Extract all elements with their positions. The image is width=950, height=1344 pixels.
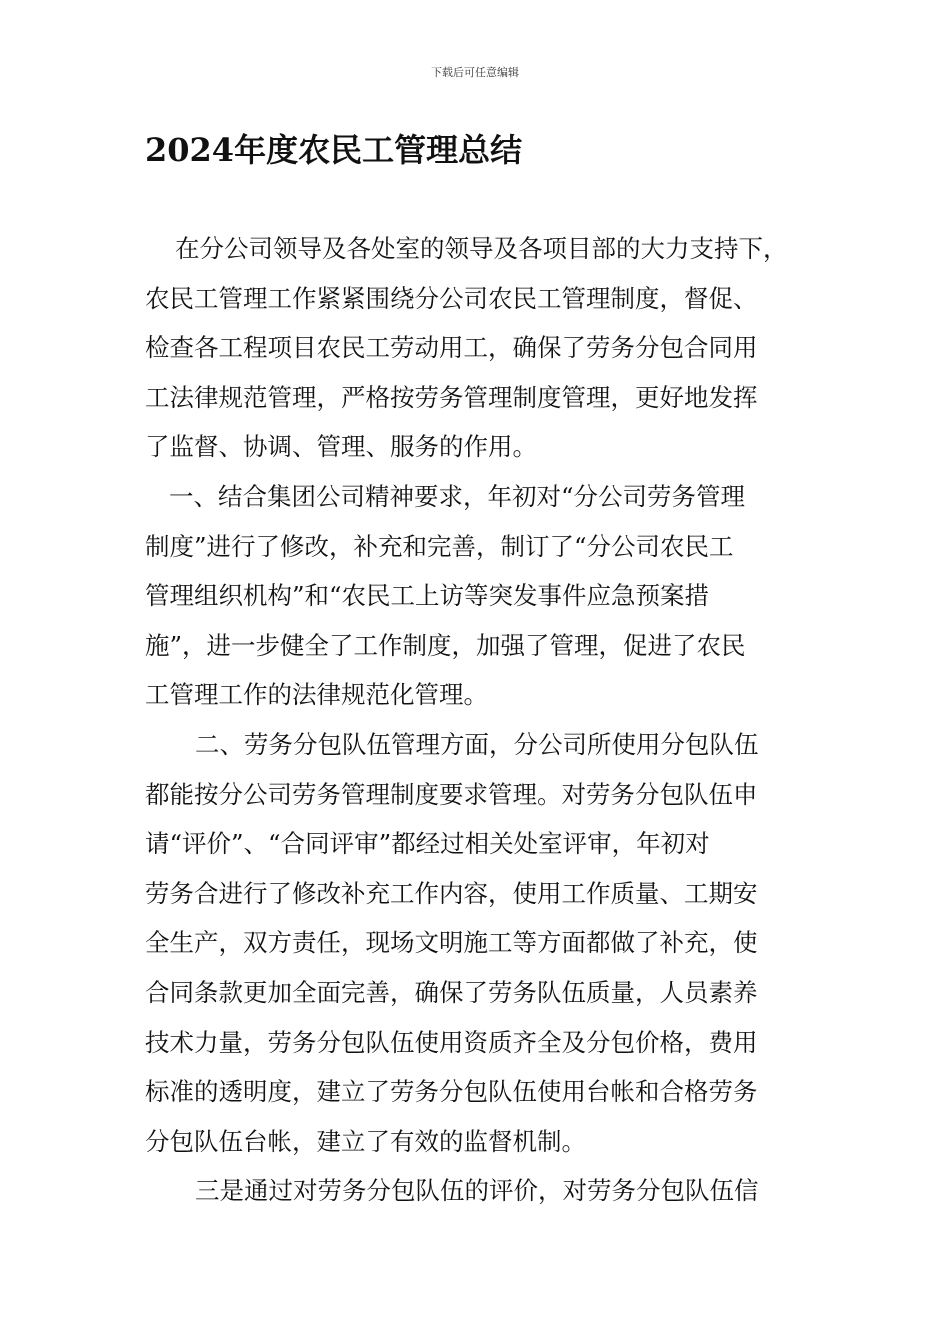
paragraph-intro-line: 农民工管理工作紧紧围绕分公司农民工管理制度，督促、 [145,283,758,313]
paragraph-intro-line: 在分公司领导及各处室的领导及各项目部的大力支持下， [175,234,788,263]
paragraph-intro-line: 了监督、协调、管理、服务的作用。 [145,432,537,462]
paragraph-section-2-line: 二、劳务分包队伍管理方面，分公司所使用分包队伍 [195,729,759,759]
paragraph-section-2-line: 合同条款更加全面完善，确保了劳务队伍质量，人员素养 [145,977,758,1007]
paragraph-section-1-line: 施”，进一步健全了工作制度，加强了管理，促进了农民 [145,630,746,660]
paragraph-section-2-line: 标准的透明度，建立了劳务分包队伍使用台帐和合格劳务 [145,1077,758,1107]
document-title: 2024年度农民工管理总结 [145,131,523,169]
paragraph-section-2-line: 请“评价”、“合同评审”都经过相关处室评审，年初对 [145,829,710,859]
paragraph-section-1-line: 管理组织机构”和“农民工上访等突发事件应急预案措 [145,581,710,611]
paragraph-section-3-line: 三是通过对劳务分包队伍的评价，对劳务分包队伍信 [195,1176,759,1206]
paragraph-intro-line: 工法律规范管理，严格按劳务管理制度管理，更好地发挥 [145,382,758,412]
document-body [145,224,835,1216]
paragraph-section-2-line: 技术力量，劳务分包队伍使用资质齐全及分包价格，费用 [145,1027,758,1057]
paragraph-section-1-line: 一、结合集团公司精神要求，年初对“分公司劳务管理 [169,481,746,511]
paragraph-section-2-line: 劳务合进行了修改补充工作内容，使用工作质量、工期安 [145,878,758,908]
paragraph-section-1-line: 工管理工作的法律规范化管理。 [145,680,488,710]
paragraph-section-2-line: 分包队伍台帐，建立了有效的监督机制。 [145,1126,586,1156]
paragraph-section-1-line: 制度”进行了修改，补充和完善，制订了“分公司农民工 [145,531,734,561]
paragraph-section-2-line: 全生产，双方责任，现场文明施工等方面都做了补充，使 [145,928,758,958]
page-header-note: 下载后可任意编辑 [431,66,519,79]
paragraph-section-2-line: 都能按分公司劳务管理制度要求管理。对劳务分包队伍申 [145,779,758,809]
paragraph-intro-line: 检查各工程项目农民工劳动用工，确保了劳务分包合同用 [145,333,758,363]
